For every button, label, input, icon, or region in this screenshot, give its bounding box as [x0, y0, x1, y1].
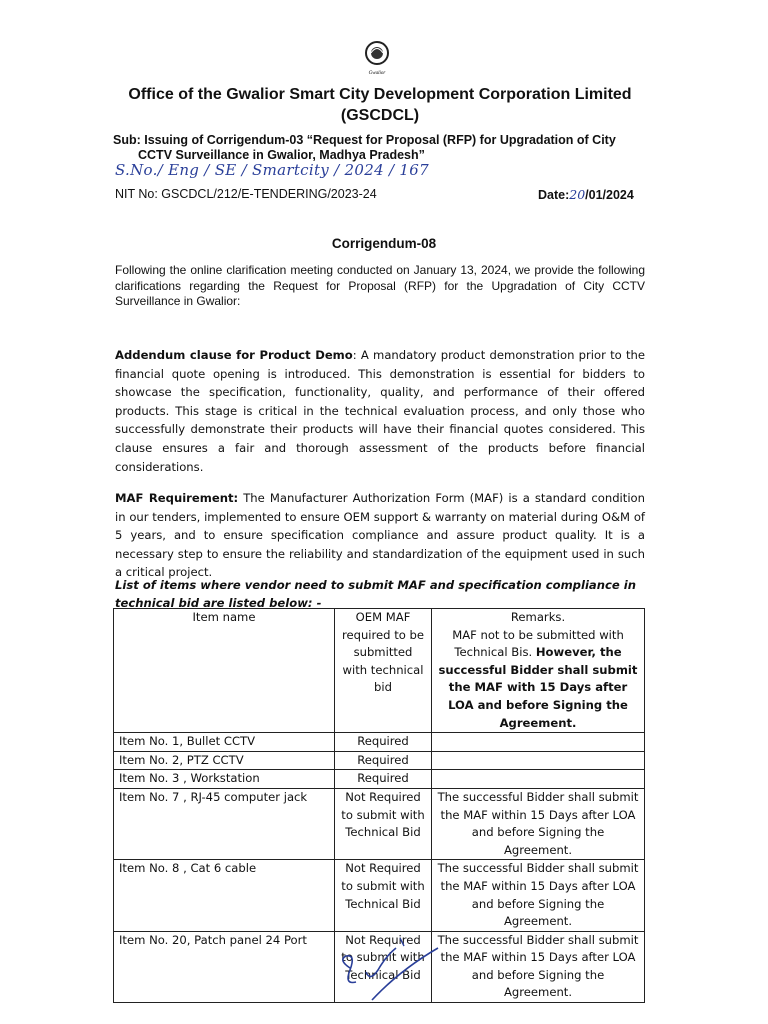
row-item: Item No. 20, Patch panel 24 Port [114, 931, 335, 1002]
maf-paragraph [115, 489, 645, 582]
row-remarks: The successful Bidder shall submit the MAF within 15 Days after LOA and before Signing the Agreement. [432, 788, 645, 859]
handwritten-reference-number: S.No./ Eng / SE / Smartcity / 2024 / 167 [115, 161, 429, 179]
addendum-paragraph [115, 346, 645, 476]
table-header-row [114, 609, 645, 733]
subject-line2: CCTV Surveillance in Gwalior, Madhya Pradesh” [138, 148, 425, 162]
row-oem: Not Required to submit with Technical Bid [335, 788, 432, 859]
row-oem: Required [335, 733, 432, 752]
table-row [114, 733, 645, 752]
row-remarks [432, 770, 645, 789]
date [538, 187, 634, 202]
row-remarks: The successful Bidder shall submit the MAF within 15 Days after LOA and before Signing the Agreement. [432, 931, 645, 1002]
header-oem-maf: OEM MAF required to be submitted with technical bid [335, 609, 432, 733]
remarks-bold: However, the successful Bidder shall submit the MAF with 15 Days after LOA and before Signing the Agreement. [438, 645, 638, 730]
date-label: Date: [538, 188, 570, 202]
row-oem: Required [335, 770, 432, 789]
nit-number: NIT No: GSCDCL/212/E-TENDERING/2023-24 [115, 187, 377, 201]
row-remarks: The successful Bidder shall submit the MAF within 15 Days after LOA and before Signing the Agreement. [432, 860, 645, 931]
header-remarks [432, 609, 645, 733]
header-item-name: Item name [114, 609, 335, 733]
remarks-normal: MAF not to be submitted with Technical Bis. [452, 627, 624, 660]
row-item: Item No. 1, Bullet CCTV [114, 733, 335, 752]
intro-paragraph: Following the online clarification meeting conducted on January 13, 2024, we provide the following clarifications regarding the Request for Proposal (RFP) for the Upgradation of City CCTV Surveillance in Gwalior: [115, 263, 645, 308]
office-title-line1: Office of the Gwalior Smart City Development Corporation Limited [128, 86, 632, 103]
row-item: Item No. 7 , RJ-45 computer jack [114, 788, 335, 859]
table-row [114, 751, 645, 770]
row-remarks [432, 751, 645, 770]
office-title [60, 84, 700, 126]
subject [113, 133, 673, 163]
list-heading: List of items where vendor need to submit MAF and specification compliance in technical bid are listed below: - [115, 578, 636, 610]
subject-line1: Sub: Issuing of Corrigendum-03 “Request for Proposal (RFP) for Upgradation of City [113, 133, 616, 147]
date-rest: /01/2024 [585, 188, 634, 202]
signature-icon [330, 930, 450, 1005]
corporation-emblem-icon [362, 40, 392, 78]
maf-label: MAF Requirement: [115, 491, 239, 505]
row-item: Item No. 2, PTZ CCTV [114, 751, 335, 770]
row-remarks [432, 733, 645, 752]
table-row [114, 770, 645, 789]
date-day-handwritten: 20 [569, 187, 586, 202]
corrigendum-title: Corrigendum-08 [331, 236, 437, 251]
addendum-label: Addendum clause for Product Demo [115, 348, 353, 362]
office-title-line2: (GSCDCL) [340, 107, 420, 124]
row-oem: Required [335, 751, 432, 770]
row-item: Item No. 3 , Workstation [114, 770, 335, 789]
table-row [114, 860, 645, 931]
table-row [114, 788, 645, 859]
addendum-text: : A mandatory product demonstration prior to the financial quote opening is introduced. This demonstration is essential for bidders to showcase the specification, functionality, quality, and performance of their offered products. This stage is critical in the technical evaluation process, and only those who successfully demonstrate their products will have their financial quotes considered. This clause ensures a fair and thorough assessment of the products before financial considerations. [115, 348, 646, 474]
row-item: Item No. 8 , Cat 6 cable [114, 860, 335, 931]
maf-text: The Manufacturer Authorization Form (MAF) is a standard condition in our tenders, implemented to ensure OEM support & warranty on material during O&M of 5 years, and to ensure specification compliance and assure product quality. It is a necessary step to ensure the reliability and standardization of the equipment used in such a critical project. [115, 491, 645, 580]
row-oem: Not Required to submit with Technical Bid [335, 860, 432, 931]
svg-text:Gwalior: Gwalior [368, 71, 386, 76]
row-oem: Not Required to submit with Technical Bid [335, 931, 432, 1002]
remarks-title: Remarks. [510, 610, 566, 624]
